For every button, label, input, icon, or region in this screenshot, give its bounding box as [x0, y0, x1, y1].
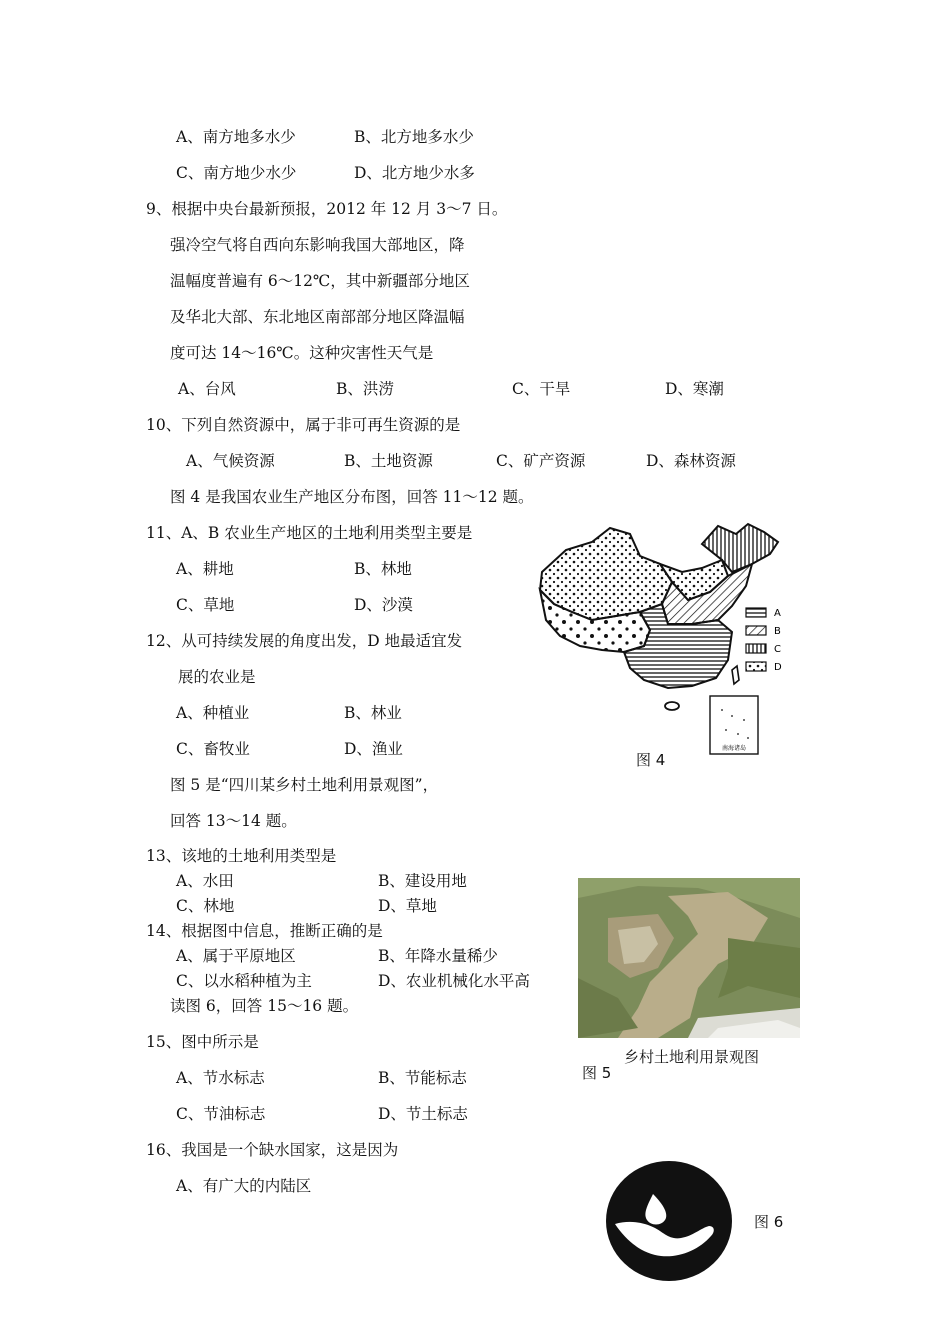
legend-label-c: C	[774, 644, 781, 655]
q13-option-c: C、林地	[176, 897, 235, 915]
q8-option-c: C、南方地少水少	[176, 164, 297, 182]
q16-stem: 16、我国是一个缺水国家，这是因为	[146, 1141, 399, 1159]
q14-option-c: C、以水稻种植为主	[176, 972, 312, 990]
q9-stem-line-1: 9、根据中央台最新预报，2012 年 12 月 3～7 日。	[146, 200, 508, 218]
q15-stem: 15、图中所示是	[146, 1033, 259, 1051]
q11-stem: 11、A、B 农业生产地区的土地利用类型主要是	[146, 524, 473, 542]
figure-4-intro: 图 4 是我国农业生产地区分布图，回答 11～12 题。	[170, 488, 534, 506]
figure-6-intro: 读图 6，回答 15～16 题。	[170, 997, 359, 1015]
q15-option-a: A、节水标志	[176, 1069, 265, 1087]
figure-5-caption: 图 5	[582, 1064, 612, 1082]
q13-option-a: A、水田	[176, 872, 234, 890]
q9-option-a: A、台风	[178, 380, 236, 398]
q9-stem-line-2: 强冷空气将自西向东影响我国大部地区，降	[170, 236, 465, 254]
q9-option-b: B、洪涝	[336, 380, 394, 398]
q9-stem-line-3: 温幅度普遍有 6～12℃，其中新疆部分地区	[170, 272, 470, 290]
q10-option-d: D、森林资源	[646, 452, 736, 470]
figure-6-caption: 图 6	[754, 1213, 784, 1231]
q8-option-d: D、北方地少水多	[354, 164, 475, 182]
q10-option-b: B、土地资源	[344, 452, 433, 470]
q9-stem-line-4: 及华北大部、东北地区南部部分地区降温幅	[170, 308, 465, 326]
q10-option-c: C、矿产资源	[496, 452, 586, 470]
map-inset-label: 南海诸岛	[721, 745, 747, 752]
map-legend	[746, 608, 782, 673]
legend-label-d: D	[774, 662, 782, 673]
figure-6-emblem	[603, 1158, 735, 1284]
q12-option-b: B、林业	[344, 704, 402, 722]
q8-option-a: A、南方地多水少	[176, 128, 296, 146]
figure-5-title: 乡村土地利用景观图	[624, 1048, 760, 1066]
q13-option-b: B、建设用地	[378, 872, 467, 890]
q13-stem: 13、该地的土地利用类型是	[146, 847, 337, 865]
q16-option-a: A、有广大的内陆区	[176, 1177, 312, 1195]
q12-stem-line-1: 12、从可持续发展的角度出发，D 地最适宜发	[146, 632, 463, 650]
q14-option-b: B、年降水量稀少	[378, 947, 498, 965]
q12-option-c: C、畜牧业	[176, 740, 250, 758]
q9-option-d: D、寒潮	[665, 380, 724, 398]
q12-option-a: A、种植业	[176, 704, 250, 722]
figure-5-photo	[578, 878, 800, 1038]
map-taiwan	[732, 666, 739, 684]
figure-4-map	[532, 520, 794, 758]
q11-option-b: B、林地	[354, 560, 412, 578]
q14-option-d: D、农业机械化水平高	[378, 972, 530, 990]
q11-option-c: C、草地	[176, 596, 235, 614]
q15-option-d: D、节土标志	[378, 1105, 468, 1123]
q9-stem-line-5: 度可达 14～16℃。这种灾害性天气是	[170, 344, 434, 362]
q10-stem: 10、下列自然资源中，属于非可再生资源的是	[146, 416, 461, 434]
legend-label-a: A	[774, 608, 781, 619]
q11-option-d: D、沙漠	[354, 596, 413, 614]
q12-stem-line-2: 展的农业是	[178, 668, 256, 686]
q14-stem: 14、根据图中信息，推断正确的是	[146, 922, 383, 940]
map-hainan	[665, 702, 679, 710]
q14-option-a: A、属于平原地区	[176, 947, 296, 965]
q10-option-a: A、气候资源	[186, 452, 275, 470]
q15-option-c: C、节油标志	[176, 1105, 266, 1123]
q8-option-b: B、北方地多水少	[354, 128, 474, 146]
q11-option-a: A、耕地	[176, 560, 234, 578]
q12-option-d: D、渔业	[344, 740, 403, 758]
figure-4-caption: 图 4	[636, 751, 666, 769]
q15-option-b: B、节能标志	[378, 1069, 467, 1087]
figure-5-intro-line-2: 回答 13～14 题。	[170, 812, 297, 830]
q13-option-d: D、草地	[378, 897, 437, 915]
figure-5-intro-line-1: 图 5 是“四川某乡村土地利用景观图”，	[170, 776, 439, 794]
legend-label-b: B	[774, 626, 781, 637]
q9-option-c: C、干旱	[512, 380, 571, 398]
